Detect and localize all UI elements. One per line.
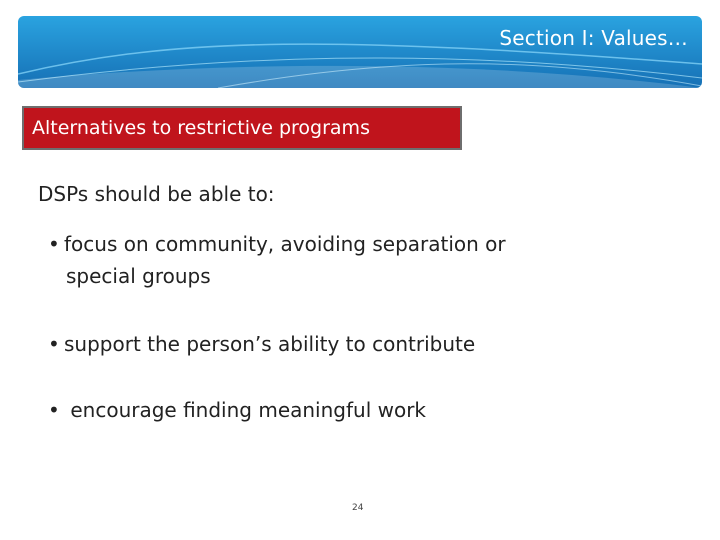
bullet-text-continued: special groups [66,264,211,288]
bullet-text: focus on community, avoiding separation or [64,232,506,256]
slide-header-banner [18,16,702,88]
intro-text: DSPs should be able to: [38,182,275,206]
bullet-item [48,328,475,360]
bullet-item [48,394,426,426]
bullet-text: support the person’s ability to contribute [64,332,476,356]
bullet-dot-icon: • [48,398,60,422]
bullet-item [48,228,648,292]
slide-subtitle-box [22,106,462,150]
page-number: 24 [352,503,364,513]
bullet-dot-icon: • [48,232,60,256]
bullet-dot-icon: • [48,332,60,356]
slide-subtitle: Alternatives to restrictive programs [32,117,370,139]
bullet-text: encourage finding meaningful work [64,398,427,422]
section-title: Section I: Values… [499,26,688,50]
